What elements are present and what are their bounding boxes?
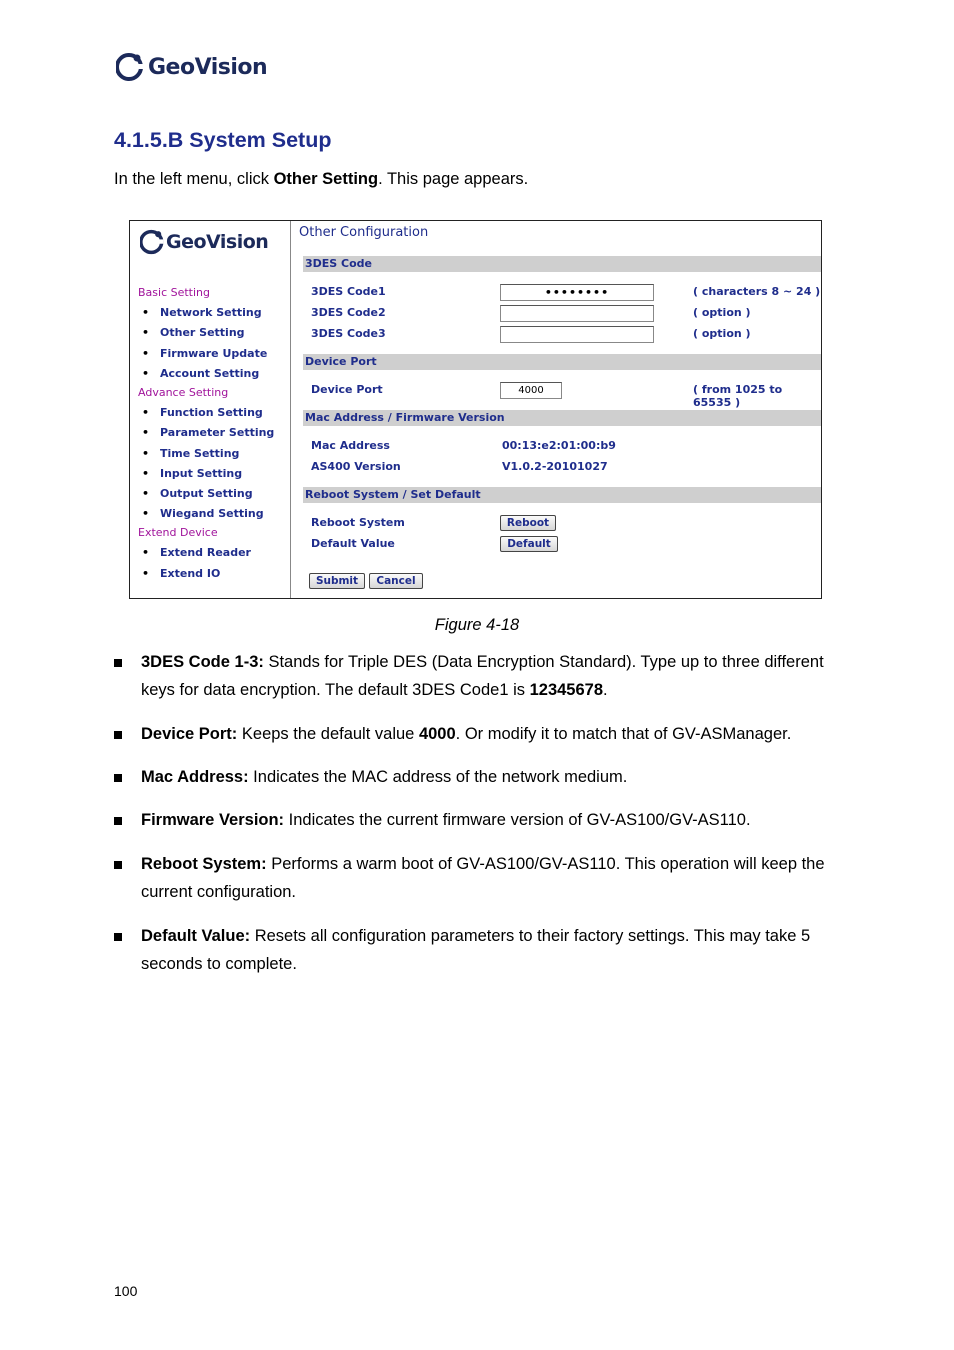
bullet-body: Indicates the current firmware version of GV-AS100/GV-AS110. (284, 811, 751, 829)
menu-item[interactable]: • Other Setting (142, 326, 245, 339)
config-title: Other Configuration (299, 225, 429, 240)
bullet-body: Performs a warm boot of GV-AS100/GV-AS110. This operation will keep the current configuration. (141, 855, 825, 901)
figure-caption: Figure 4-18 (434, 616, 520, 634)
fig-main-panel (291, 221, 821, 598)
des-code1-input[interactable]: •••••••• (500, 284, 654, 301)
fig-sidebar (130, 221, 291, 598)
reboot-header: Reboot System / Set Default (303, 487, 821, 503)
version-value: V1.0.2-20101027 (502, 460, 608, 473)
bullet-text (141, 720, 844, 748)
bullet-square-icon (114, 933, 122, 941)
bullet-text (141, 763, 844, 791)
menu-item[interactable]: • Function Setting (142, 406, 263, 419)
bullet-body: Keeps the default value (237, 725, 419, 743)
menu-heading: Advance Setting (138, 386, 229, 399)
menu-item[interactable]: • Output Setting (142, 487, 253, 500)
bullet-item (114, 648, 844, 704)
figure-screenshot (129, 220, 822, 599)
bullet-term: Reboot System: (141, 855, 267, 873)
menu-item[interactable]: • Network Setting (142, 306, 262, 319)
port-header: Device Port (303, 354, 821, 370)
bullet-term: Firmware Version: (141, 811, 285, 829)
bullet-tail: . (603, 681, 608, 699)
fig-logo (140, 229, 268, 255)
port-input[interactable]: 4000 (500, 382, 562, 399)
bullet-term: Default Value: (141, 927, 251, 945)
menu-item[interactable]: • Parameter Setting (142, 426, 274, 439)
menu-item[interactable]: • Account Setting (142, 367, 259, 380)
bullet-square-icon (114, 731, 122, 739)
des-header: 3DES Code (303, 256, 821, 272)
bullet-square-icon (114, 817, 122, 825)
bullet-item (114, 850, 844, 906)
bullet-text (141, 850, 844, 906)
menu-item[interactable]: • Firmware Update (142, 347, 267, 360)
fig-logo-text: GeoVision (166, 231, 269, 253)
reboot-button[interactable]: Reboot (500, 515, 556, 531)
menu-heading: Extend Device (138, 526, 218, 539)
menu-item[interactable]: • Input Setting (142, 467, 242, 480)
menu-heading: Basic Setting (138, 286, 211, 299)
geovision-logo-icon (116, 52, 146, 82)
bullet-tail: . Or modify it to match that of GV-ASManager. (455, 725, 792, 743)
menu-item[interactable]: • Wiegand Setting (142, 507, 264, 520)
des-code2-label: 3DES Code2 (311, 306, 386, 319)
reboot-label: Reboot System (311, 516, 405, 529)
mac-value: 00:13:e2:01:00:b9 (502, 439, 616, 452)
section-title: 4.1.5.B System Setup (114, 128, 332, 152)
bullet-item (114, 922, 844, 978)
menu-item[interactable]: • Extend Reader (142, 546, 251, 559)
mac-header: Mac Address / Firmware Version (303, 410, 821, 426)
menu-item[interactable]: • Time Setting (142, 447, 239, 460)
des-code2-note: ( option ) (693, 306, 751, 319)
des-code1-label: 3DES Code1 (311, 285, 386, 298)
des-code3-input[interactable] (500, 326, 654, 343)
bullet-text (141, 648, 844, 704)
des-code3-label: 3DES Code3 (311, 327, 386, 340)
intro-text: In the left menu, click Other Setting. This page appears. (114, 170, 529, 188)
bullet-item (114, 806, 844, 834)
des-code1-note: ( characters 8 ~ 24 ) (693, 285, 821, 298)
bullet-text (141, 806, 844, 834)
port-note: ( from 1025 to 65535 ) (693, 383, 783, 409)
des-code2-input[interactable] (500, 305, 654, 322)
bullet-text (141, 922, 844, 978)
default-label: Default Value (311, 537, 395, 550)
bullet-bold-value: 12345678 (529, 681, 604, 699)
bullet-item (114, 763, 844, 791)
geovision-logo-icon (140, 229, 166, 255)
bullet-term: 3DES Code 1-3: (141, 653, 264, 671)
menu-item[interactable]: • Extend IO (142, 567, 220, 580)
default-button[interactable]: Default (500, 536, 558, 552)
page-number: 100 (114, 1283, 138, 1299)
bullet-square-icon (114, 659, 122, 667)
bullet-body: Indicates the MAC address of the network medium. (248, 768, 628, 786)
bullet-bold-value: 4000 (418, 725, 456, 743)
port-label: Device Port (311, 383, 383, 396)
logo-text: GeoVision (148, 54, 268, 80)
version-label: AS400 Version (311, 460, 401, 473)
bullet-body: Stands for Triple DES (Data Encryption Standard). Type up to three different keys for data encryption. The default 3DES Code1 is (141, 653, 824, 699)
bullet-item (114, 720, 844, 748)
mac-label: Mac Address (311, 439, 390, 452)
bullet-body: Resets all configuration parameters to their factory settings. This may take 5 seconds to complete. (141, 927, 811, 973)
bullet-term: Device Port: (141, 725, 238, 743)
bullet-square-icon (114, 861, 122, 869)
des-code3-note: ( option ) (693, 327, 751, 340)
geovision-logo (116, 52, 267, 82)
bullet-term: Mac Address: (141, 768, 249, 786)
cancel-button[interactable]: Cancel (369, 573, 423, 589)
submit-button[interactable]: Submit (309, 573, 365, 589)
bullet-square-icon (114, 774, 122, 782)
